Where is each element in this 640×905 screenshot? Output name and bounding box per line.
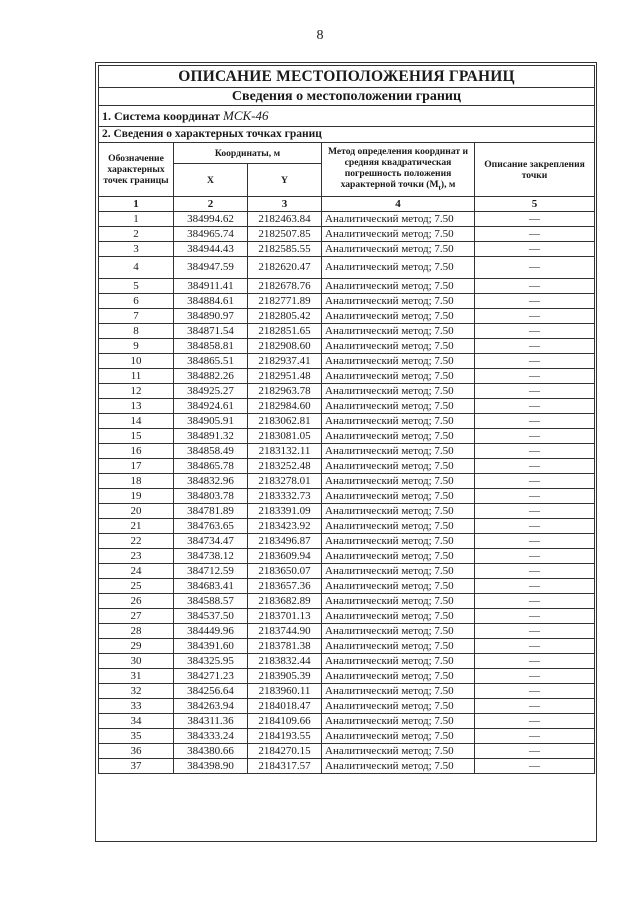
y-coordinate-cell: 2182620.47	[248, 257, 322, 279]
point-number-cell: 34	[99, 714, 174, 729]
table-row	[99, 564, 595, 579]
header-x: X	[174, 164, 248, 197]
y-coordinate-cell: 2183423.92	[248, 519, 322, 534]
point-number-cell: 30	[99, 654, 174, 669]
description-cell: —	[475, 759, 595, 774]
x-coordinate-cell: 384537.50	[174, 609, 248, 624]
x-coordinate-cell: 384380.66	[174, 744, 248, 759]
method-cell: Аналитический метод; 7.50	[322, 684, 475, 699]
point-number-cell: 12	[99, 384, 174, 399]
table-row	[99, 384, 595, 399]
x-coordinate-cell: 384871.54	[174, 324, 248, 339]
method-cell: Аналитический метод; 7.50	[322, 474, 475, 489]
method-cell: Аналитический метод; 7.50	[322, 594, 475, 609]
point-number-cell: 20	[99, 504, 174, 519]
table-row	[99, 609, 595, 624]
method-cell: Аналитический метод; 7.50	[322, 489, 475, 504]
description-cell: —	[475, 257, 595, 279]
description-cell: —	[475, 369, 595, 384]
y-coordinate-cell: 2183332.73	[248, 489, 322, 504]
x-coordinate-cell: 384391.60	[174, 639, 248, 654]
point-number-cell: 1	[99, 212, 174, 227]
method-cell: Аналитический метод; 7.50	[322, 744, 475, 759]
table-row	[99, 242, 595, 257]
point-number-cell: 26	[99, 594, 174, 609]
coordinate-system-value: МСК-46	[222, 108, 269, 123]
page-number: 8	[316, 28, 324, 43]
x-coordinate-cell: 384865.51	[174, 354, 248, 369]
method-cell: Аналитический метод; 7.50	[322, 339, 475, 354]
column-number: 2	[174, 197, 248, 212]
point-number-cell: 24	[99, 564, 174, 579]
y-coordinate-cell: 2182984.60	[248, 399, 322, 414]
method-cell: Аналитический метод; 7.50	[322, 294, 475, 309]
description-cell: —	[475, 699, 595, 714]
method-cell: Аналитический метод; 7.50	[322, 699, 475, 714]
y-coordinate-cell: 2184109.66	[248, 714, 322, 729]
description-cell: —	[475, 444, 595, 459]
x-coordinate-cell: 384858.81	[174, 339, 248, 354]
document-frame	[95, 62, 597, 842]
y-coordinate-cell: 2182771.89	[248, 294, 322, 309]
column-number: 1	[99, 197, 174, 212]
point-number-cell: 36	[99, 744, 174, 759]
document-title: ОПИСАНИЕ МЕСТОПОЛОЖЕНИЯ ГРАНИЦ	[99, 66, 595, 88]
table-row	[99, 519, 595, 534]
y-coordinate-cell: 2183960.11	[248, 684, 322, 699]
description-cell: —	[475, 294, 595, 309]
point-number-cell: 27	[99, 609, 174, 624]
description-cell: —	[475, 579, 595, 594]
point-number-cell: 33	[99, 699, 174, 714]
header-method	[322, 143, 475, 197]
description-cell: —	[475, 549, 595, 564]
point-number-cell: 31	[99, 669, 174, 684]
method-cell: Аналитический метод; 7.50	[322, 369, 475, 384]
point-number-cell: 4	[99, 257, 174, 279]
description-cell: —	[475, 489, 595, 504]
y-coordinate-cell: 2182937.41	[248, 354, 322, 369]
description-cell: —	[475, 684, 595, 699]
header-method-main: Метод определения координат и средняя квадратическая погрешность положения характерной точки (M	[327, 145, 469, 190]
x-coordinate-cell: 384738.12	[174, 549, 248, 564]
y-coordinate-cell: 2183062.81	[248, 414, 322, 429]
table-row	[99, 759, 595, 774]
points-section-heading: 2. Сведения о характерных точках границ	[99, 127, 595, 143]
header-point-designation: Обозначение характерных точек границы	[99, 143, 174, 197]
x-coordinate-cell: 384271.23	[174, 669, 248, 684]
method-cell: Аналитический метод; 7.50	[322, 534, 475, 549]
method-cell: Аналитический метод; 7.50	[322, 654, 475, 669]
y-coordinate-cell: 2183081.05	[248, 429, 322, 444]
x-coordinate-cell: 384449.96	[174, 624, 248, 639]
table-row	[99, 699, 595, 714]
table-row	[99, 594, 595, 609]
x-coordinate-cell: 384944.43	[174, 242, 248, 257]
y-coordinate-cell: 2183657.36	[248, 579, 322, 594]
table-row	[99, 504, 595, 519]
y-coordinate-cell: 2183832.44	[248, 654, 322, 669]
description-cell: —	[475, 594, 595, 609]
y-coordinate-cell: 2182851.65	[248, 324, 322, 339]
table-row	[99, 227, 595, 242]
column-number: 4	[322, 197, 475, 212]
y-coordinate-cell: 2183682.89	[248, 594, 322, 609]
table-row	[99, 279, 595, 294]
column-number: 3	[248, 197, 322, 212]
description-cell: —	[475, 339, 595, 354]
x-coordinate-cell: 384588.57	[174, 594, 248, 609]
description-cell: —	[475, 669, 595, 684]
point-number-cell: 37	[99, 759, 174, 774]
method-cell: Аналитический метод; 7.50	[322, 309, 475, 324]
table-row	[99, 654, 595, 669]
method-cell: Аналитический метод; 7.50	[322, 324, 475, 339]
column-number: 5	[475, 197, 595, 212]
table-row	[99, 429, 595, 444]
method-cell: Аналитический метод; 7.50	[322, 579, 475, 594]
method-cell: Аналитический метод; 7.50	[322, 609, 475, 624]
x-coordinate-cell: 384256.64	[174, 684, 248, 699]
table-row	[99, 324, 595, 339]
y-coordinate-cell: 2183609.94	[248, 549, 322, 564]
x-coordinate-cell: 384325.95	[174, 654, 248, 669]
method-cell: Аналитический метод; 7.50	[322, 729, 475, 744]
description-cell: —	[475, 429, 595, 444]
description-cell: —	[475, 414, 595, 429]
point-number-cell: 22	[99, 534, 174, 549]
point-number-cell: 32	[99, 684, 174, 699]
table-row	[99, 669, 595, 684]
y-coordinate-cell: 2182805.42	[248, 309, 322, 324]
y-coordinate-cell: 2183278.01	[248, 474, 322, 489]
method-cell: Аналитический метод; 7.50	[322, 519, 475, 534]
point-number-cell: 11	[99, 369, 174, 384]
description-cell: —	[475, 474, 595, 489]
y-coordinate-cell: 2184193.55	[248, 729, 322, 744]
table-row	[99, 549, 595, 564]
y-coordinate-cell: 2183650.07	[248, 564, 322, 579]
y-coordinate-cell: 2182951.48	[248, 369, 322, 384]
table-row	[99, 639, 595, 654]
table-row	[99, 339, 595, 354]
description-cell: —	[475, 729, 595, 744]
table-row	[99, 369, 595, 384]
header-description: Описание закрепления точки	[475, 143, 595, 197]
document-subtitle: Сведения о местоположении границ	[99, 88, 595, 106]
y-coordinate-cell: 2184018.47	[248, 699, 322, 714]
table-row	[99, 212, 595, 227]
y-coordinate-cell: 2183496.87	[248, 534, 322, 549]
point-number-cell: 18	[99, 474, 174, 489]
description-cell: —	[475, 714, 595, 729]
x-coordinate-cell: 384832.96	[174, 474, 248, 489]
point-number-cell: 21	[99, 519, 174, 534]
x-coordinate-cell: 384891.32	[174, 429, 248, 444]
y-coordinate-cell: 2182507.85	[248, 227, 322, 242]
point-number-cell: 2	[99, 227, 174, 242]
description-cell: —	[475, 504, 595, 519]
x-coordinate-cell: 384905.91	[174, 414, 248, 429]
table-row	[99, 459, 595, 474]
table-row	[99, 399, 595, 414]
header-method-sub: t	[438, 183, 441, 192]
method-cell: Аналитический метод; 7.50	[322, 459, 475, 474]
point-number-cell: 17	[99, 459, 174, 474]
description-cell: —	[475, 399, 595, 414]
description-cell: —	[475, 227, 595, 242]
description-cell: —	[475, 564, 595, 579]
y-coordinate-cell: 2183132.11	[248, 444, 322, 459]
method-cell: Аналитический метод; 7.50	[322, 399, 475, 414]
method-cell: Аналитический метод; 7.50	[322, 227, 475, 242]
table-row	[99, 624, 595, 639]
description-cell: —	[475, 609, 595, 624]
y-coordinate-cell: 2183252.48	[248, 459, 322, 474]
table-row	[99, 534, 595, 549]
x-coordinate-cell: 384683.41	[174, 579, 248, 594]
x-coordinate-cell: 384882.26	[174, 369, 248, 384]
y-coordinate-cell: 2183744.90	[248, 624, 322, 639]
x-coordinate-cell: 384925.27	[174, 384, 248, 399]
table-row	[99, 257, 595, 279]
y-coordinate-cell: 2182908.60	[248, 339, 322, 354]
x-coordinate-cell: 384803.78	[174, 489, 248, 504]
description-cell: —	[475, 534, 595, 549]
point-number-cell: 6	[99, 294, 174, 309]
table-row	[99, 489, 595, 504]
point-number-cell: 5	[99, 279, 174, 294]
table-row	[99, 354, 595, 369]
coordinate-system-row	[99, 106, 595, 127]
point-number-cell: 13	[99, 399, 174, 414]
x-coordinate-cell: 384311.36	[174, 714, 248, 729]
description-cell: —	[475, 519, 595, 534]
point-number-cell: 28	[99, 624, 174, 639]
x-coordinate-cell: 384333.24	[174, 729, 248, 744]
table-row	[99, 414, 595, 429]
x-coordinate-cell: 384884.61	[174, 294, 248, 309]
table-row	[99, 684, 595, 699]
point-number-cell: 9	[99, 339, 174, 354]
x-coordinate-cell: 384858.49	[174, 444, 248, 459]
header-y: Y	[248, 164, 322, 197]
point-number-cell: 8	[99, 324, 174, 339]
description-cell: —	[475, 279, 595, 294]
method-cell: Аналитический метод; 7.50	[322, 759, 475, 774]
method-cell: Аналитический метод; 7.50	[322, 279, 475, 294]
description-cell: —	[475, 744, 595, 759]
point-number-cell: 19	[99, 489, 174, 504]
description-cell: —	[475, 384, 595, 399]
method-cell: Аналитический метод; 7.50	[322, 242, 475, 257]
description-cell: —	[475, 654, 595, 669]
method-cell: Аналитический метод; 7.50	[322, 504, 475, 519]
method-cell: Аналитический метод; 7.50	[322, 669, 475, 684]
y-coordinate-cell: 2182585.55	[248, 242, 322, 257]
y-coordinate-cell: 2183781.38	[248, 639, 322, 654]
header-method-tail: ), м	[440, 178, 456, 190]
description-cell: —	[475, 242, 595, 257]
method-cell: Аналитический метод; 7.50	[322, 639, 475, 654]
point-number-cell: 16	[99, 444, 174, 459]
method-cell: Аналитический метод; 7.50	[322, 414, 475, 429]
method-cell: Аналитический метод; 7.50	[322, 714, 475, 729]
x-coordinate-cell: 384865.78	[174, 459, 248, 474]
x-coordinate-cell: 384924.61	[174, 399, 248, 414]
point-number-cell: 25	[99, 579, 174, 594]
point-number-cell: 23	[99, 549, 174, 564]
point-number-cell: 3	[99, 242, 174, 257]
table-row	[99, 294, 595, 309]
table-row	[99, 309, 595, 324]
x-coordinate-cell: 384911.41	[174, 279, 248, 294]
method-cell: Аналитический метод; 7.50	[322, 354, 475, 369]
point-number-cell: 35	[99, 729, 174, 744]
x-coordinate-cell: 384398.90	[174, 759, 248, 774]
description-cell: —	[475, 639, 595, 654]
x-coordinate-cell: 384890.97	[174, 309, 248, 324]
method-cell: Аналитический метод; 7.50	[322, 624, 475, 639]
table-row	[99, 579, 595, 594]
y-coordinate-cell: 2184270.15	[248, 744, 322, 759]
x-coordinate-cell: 384734.47	[174, 534, 248, 549]
header-coordinates: Координаты, м	[174, 143, 322, 164]
description-cell: —	[475, 459, 595, 474]
y-coordinate-cell: 2183391.09	[248, 504, 322, 519]
y-coordinate-cell: 2183905.39	[248, 669, 322, 684]
table-row	[99, 744, 595, 759]
x-coordinate-cell: 384947.59	[174, 257, 248, 279]
point-number-cell: 14	[99, 414, 174, 429]
x-coordinate-cell: 384712.59	[174, 564, 248, 579]
table-row	[99, 714, 595, 729]
method-cell: Аналитический метод; 7.50	[322, 257, 475, 279]
description-cell: —	[475, 354, 595, 369]
method-cell: Аналитический метод; 7.50	[322, 212, 475, 227]
point-number-cell: 29	[99, 639, 174, 654]
table-row	[99, 474, 595, 489]
point-number-cell: 10	[99, 354, 174, 369]
boundary-table	[98, 65, 595, 774]
description-cell: —	[475, 324, 595, 339]
table-row	[99, 444, 595, 459]
x-coordinate-cell: 384763.65	[174, 519, 248, 534]
description-cell: —	[475, 309, 595, 324]
coordinate-system-label: 1. Система координат	[102, 109, 220, 123]
method-cell: Аналитический метод; 7.50	[322, 549, 475, 564]
x-coordinate-cell: 384263.94	[174, 699, 248, 714]
method-cell: Аналитический метод; 7.50	[322, 564, 475, 579]
method-cell: Аналитический метод; 7.50	[322, 444, 475, 459]
description-cell: —	[475, 624, 595, 639]
point-number-cell: 7	[99, 309, 174, 324]
method-cell: Аналитический метод; 7.50	[322, 429, 475, 444]
description-cell: —	[475, 212, 595, 227]
x-coordinate-cell: 384994.62	[174, 212, 248, 227]
y-coordinate-cell: 2183701.13	[248, 609, 322, 624]
table-row	[99, 729, 595, 744]
method-cell: Аналитический метод; 7.50	[322, 384, 475, 399]
x-coordinate-cell: 384781.89	[174, 504, 248, 519]
y-coordinate-cell: 2184317.57	[248, 759, 322, 774]
point-number-cell: 15	[99, 429, 174, 444]
y-coordinate-cell: 2182678.76	[248, 279, 322, 294]
y-coordinate-cell: 2182463.84	[248, 212, 322, 227]
x-coordinate-cell: 384965.74	[174, 227, 248, 242]
y-coordinate-cell: 2182963.78	[248, 384, 322, 399]
